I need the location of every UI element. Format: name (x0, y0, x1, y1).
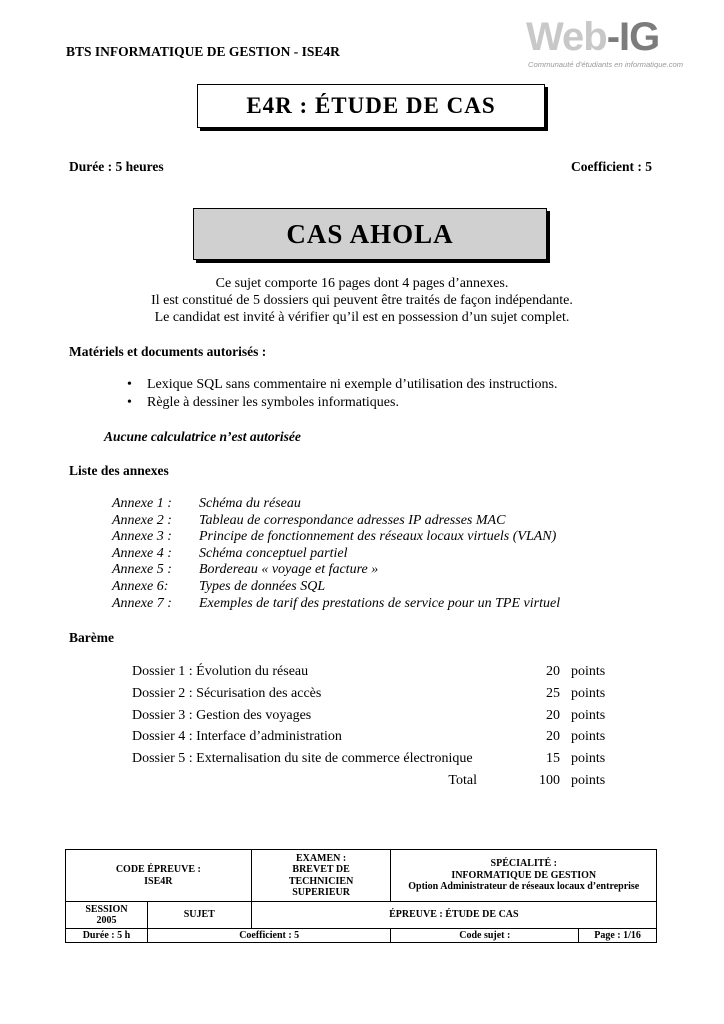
bareme-list (132, 664, 612, 795)
calculator-notice: Aucune calculatrice n’est autorisée (104, 429, 301, 444)
epreuve-cell: ÉPREUVE : ÉTUDE DE CAS (251, 902, 656, 929)
examen-line: TECHNICIEN (288, 875, 354, 887)
bareme-row (132, 686, 612, 708)
examen-cell (251, 850, 391, 902)
dossier-label: Dossier 1 : Évolution du réseau (132, 664, 309, 679)
session-label: SESSION (85, 903, 128, 915)
total-points: 100 (539, 772, 560, 788)
materiels-heading: Matériels et documents autorisés : (69, 344, 267, 359)
dossier-label: Dossier 3 : Gestion des voyages (132, 707, 312, 723)
specialite-line: SPÉCIALITÉ : (490, 858, 557, 870)
page-number-cell: Page : 1/16 (579, 929, 657, 943)
dossier-label: Dossier 4 : Interface d’administration (132, 729, 342, 745)
duree-cell: Durée : 5 h (66, 929, 148, 943)
bareme-total-row (132, 773, 612, 795)
annex-title: Schéma du réseau (199, 496, 301, 511)
bullet-icon: • (127, 395, 132, 410)
list-item-text: Règle à dessiner les symboles informatiques. (147, 395, 399, 410)
annexes-list (112, 496, 560, 612)
header-line: BTS INFORMATIQUE DE GESTION - ISE4R (66, 44, 340, 59)
dossier-points: 25 (546, 685, 560, 701)
bullet-icon: • (127, 377, 132, 392)
specialite-line: INFORMATIQUE DE GESTION (451, 869, 597, 881)
dossier-points: 20 (546, 664, 560, 679)
coefficient-label: Coefficient : 5 (571, 159, 652, 174)
examen-line: SUPERIEUR (292, 887, 350, 898)
specialite-line: Option Administrateur de réseaux locaux d’entreprise (408, 881, 640, 893)
logo-tagline: Communauté d'étudiants en informatique.com (528, 60, 684, 69)
code-epreuve-value: ISE4R (144, 875, 173, 887)
list-item-text: Lexique SQL sans commentaire ni exemple d’utilisation des instructions. (147, 377, 558, 392)
annex-item (112, 513, 560, 530)
case-title: CAS AHOLA (193, 208, 547, 260)
dossier-points: 15 (546, 751, 560, 767)
logo-web-text: Web (526, 15, 607, 59)
total-label: Total (448, 772, 477, 788)
annex-number: Annexe 2 : (112, 512, 172, 528)
bareme-row (132, 664, 612, 686)
points-unit: points (571, 751, 606, 767)
web-ig-logo (526, 14, 706, 76)
points-unit: points (571, 707, 606, 723)
points-unit: points (571, 664, 606, 679)
annex-number: Annexe 4 : (112, 545, 172, 561)
annex-title: Schéma conceptuel partiel (199, 545, 348, 561)
dossier-points: 20 (546, 707, 560, 723)
annex-item (112, 579, 560, 596)
annex-title: Types de données SQL (199, 578, 326, 594)
exam-footer-table (65, 849, 657, 943)
intro-line: Le candidat est invité à vérifier qu’il est en possession d’un sujet complet. (154, 310, 570, 325)
dossier-points: 20 (546, 729, 560, 745)
dossier-label: Dossier 5 : Externalisation du site de commerce électronique (132, 751, 473, 767)
bareme-heading: Barème (69, 630, 114, 645)
annexes-heading: Liste des annexes (69, 463, 169, 478)
annex-item (112, 562, 560, 579)
code-epreuve-cell (66, 850, 252, 902)
sujet-cell: SUJET (147, 902, 251, 929)
materiels-list (127, 376, 557, 412)
annex-number: Annexe 7 : (112, 595, 172, 611)
list-item (127, 394, 557, 412)
annex-number: Annexe 6: (112, 578, 169, 594)
intro-paragraph (0, 275, 724, 326)
annex-item (112, 496, 560, 513)
footer-row (66, 902, 657, 929)
code-epreuve-label: CODE ÉPREUVE : (115, 864, 201, 875)
annex-item (112, 546, 560, 563)
bareme-row (132, 751, 612, 773)
annex-item (112, 596, 560, 613)
specialite-cell (391, 850, 657, 902)
duration-label: Durée : 5 heures (69, 159, 164, 174)
session-cell (66, 902, 148, 929)
examen-line: BREVET DE (292, 864, 350, 875)
bareme-row (132, 708, 612, 730)
annex-title: Exemples de tarif des prestations de service pour un TPE virtuel (199, 595, 561, 611)
intro-line: Ce sujet comporte 16 pages dont 4 pages d’annexes. (215, 276, 509, 291)
examen-line: EXAMEN : (295, 852, 347, 864)
points-unit: points (571, 685, 606, 701)
coefficient-cell: Coefficient : 5 (147, 929, 391, 943)
annex-title: Principe de fonctionnement des réseaux locaux virtuels (VLAN) (199, 529, 557, 545)
code-sujet-cell: Code sujet : (391, 929, 579, 943)
session-year: 2005 (96, 915, 117, 926)
list-item (127, 376, 557, 394)
points-unit: points (571, 729, 606, 745)
intro-line: Il est constitué de 5 dossiers qui peuvent être traités de façon indépendante. (151, 293, 573, 308)
footer-row (66, 850, 657, 902)
annex-number: Annexe 3 : (112, 529, 172, 545)
logo-ig-text: -IG (606, 15, 660, 59)
dossier-label: Dossier 2 : Sécurisation des accès (132, 685, 322, 701)
points-unit: points (571, 772, 606, 788)
annex-number: Annexe 1 : (112, 496, 172, 511)
exam-title: E4R : ÉTUDE DE CAS (197, 84, 545, 128)
bareme-row (132, 729, 612, 751)
annex-title: Bordereau « voyage et facture » (199, 562, 379, 578)
annex-number: Annexe 5 : (112, 562, 172, 578)
annex-item (112, 529, 560, 546)
annex-title: Tableau de correspondance adresses IP adresses MAC (199, 512, 506, 528)
footer-row (66, 929, 657, 943)
